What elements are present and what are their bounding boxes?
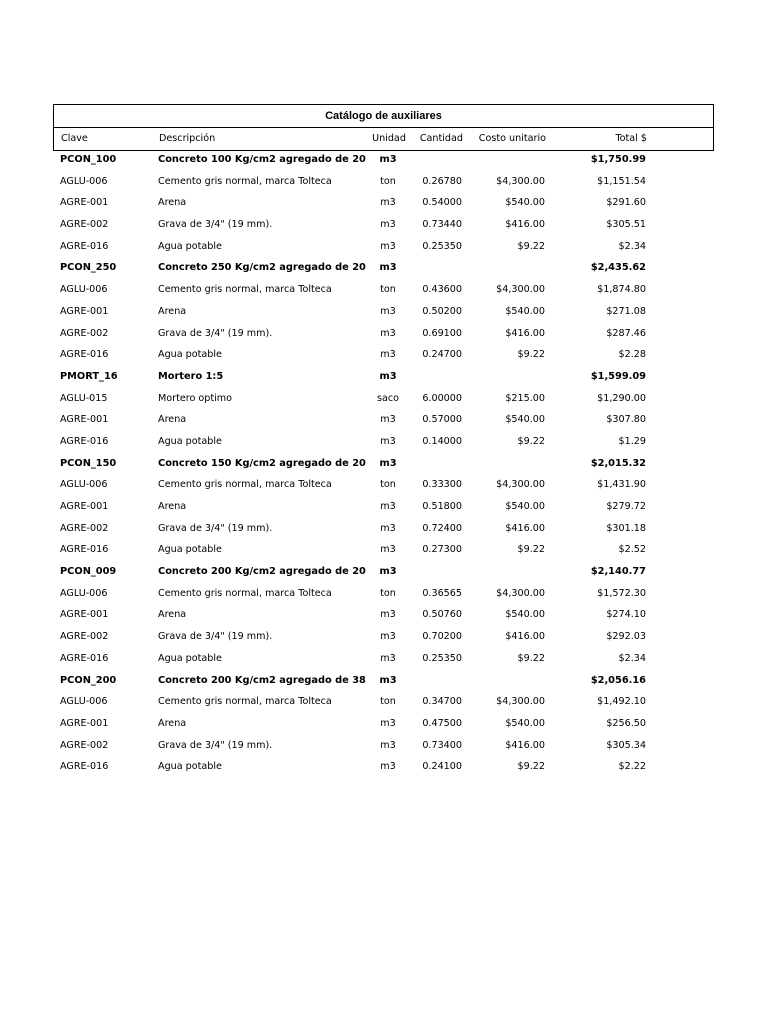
cell-cantidad: 0.57000 [422,414,462,426]
cell-cantidad: 0.25350 [422,652,462,664]
cell-unidad: m3 [380,631,396,643]
cell-cantidad: 0.54000 [422,197,462,209]
cell-costo: $9.22 [517,761,545,773]
cell-clave: AGRE-001 [60,414,109,426]
cell-total: $2.22 [618,761,646,773]
cell-costo: $540.00 [505,414,545,426]
cell-descripcion: Mortero optimo [158,392,233,404]
cell-costo: $9.22 [517,349,545,361]
cell-unidad: ton [380,479,396,491]
cell-clave: PCON_100 [60,154,117,165]
group-row [0,366,768,388]
cell-clave: AGRE-001 [60,717,109,729]
cell-unidad: m3 [380,717,396,729]
cell-costo: $4,300.00 [496,587,545,599]
cell-descripcion: Mortero 1:5 [158,370,224,382]
cell-costo: $4,300.00 [496,479,545,491]
cell-total: $1,431.90 [597,479,646,491]
cell-clave: AGRE-001 [60,305,109,317]
cell-descripcion: Grava de 3/4" (19 mm). [158,739,273,751]
cell-unidad: m3 [379,457,397,469]
cell-costo: $540.00 [505,501,545,512]
group-row [0,149,768,171]
table-row [0,735,768,757]
cell-unidad: m3 [380,240,396,252]
cell-total: $1,492.10 [597,696,646,708]
cell-total: $301.18 [606,522,646,534]
cell-cantidad: 0.51800 [422,501,462,512]
cell-unidad: ton [380,175,396,187]
cell-descripcion: Agua potable [158,349,222,361]
cell-cantidad [410,149,462,171]
cell-costo: $540.00 [505,305,545,317]
cell-clave: AGRE-001 [60,501,109,512]
cell-costo: $540.00 [505,609,545,621]
cell-descripcion: Arena [158,305,187,317]
column-header-costo: Costo unitario [478,133,546,144]
cell-cantidad: 0.14000 [422,435,462,447]
column-header-cantidad: Cantidad [419,133,463,144]
table-row [0,431,768,453]
catalog-header [53,104,714,151]
table-row [0,409,768,431]
table-row [0,236,768,258]
cell-costo: $540.00 [505,717,545,729]
table-row [0,474,768,496]
cell-descripcion: Agua potable [158,652,222,664]
cell-descripcion: Cemento gris normal, marca Tolteca [158,479,332,491]
cell-cantidad: 0.33300 [422,479,462,491]
cell-unidad: m3 [380,739,396,751]
cell-cantidad [410,257,462,279]
table-row [0,192,768,214]
cell-costo: $4,300.00 [496,284,545,296]
cell-descripcion: Concreto 200 Kg/cm2 agregado de 38 [158,674,366,686]
cell-clave: AGRE-016 [60,435,109,447]
column-header-unidad: Unidad [372,133,406,144]
table-row [0,691,768,713]
catalog-title: Catálogo de auxiliares [54,105,713,128]
cell-unidad: m3 [380,652,396,664]
group-row [0,453,768,475]
cell-clave: PMORT_16 [60,370,118,382]
cell-cantidad: 0.24100 [422,761,462,773]
table-row [0,539,768,561]
cell-unidad: m3 [379,154,397,165]
cell-descripcion: Arena [158,717,187,729]
cell-unidad: ton [380,696,396,708]
table-row [0,344,768,366]
cell-unidad: m3 [380,327,396,339]
cell-total: $1,599.09 [590,370,646,382]
cell-unidad: m3 [379,566,397,578]
cell-unidad: m3 [380,544,396,556]
cell-costo: $9.22 [517,652,545,664]
table-row [0,756,768,778]
cell-descripcion: Cemento gris normal, marca Tolteca [158,587,332,599]
cell-clave: AGRE-016 [60,652,109,664]
cell-total: $274.10 [606,609,646,621]
cell-cantidad [410,670,462,692]
cell-total: $2,435.62 [590,262,646,274]
group-row [0,561,768,583]
cell-unidad: saco [376,392,400,404]
cell-total: $1.29 [618,435,646,447]
cell-cantidad [410,561,462,583]
cell-descripcion: Arena [158,609,187,621]
cell-costo: $9.22 [517,435,545,447]
cell-unidad: m3 [379,370,397,382]
cell-total: $279.72 [606,501,646,512]
group-row [0,670,768,692]
cell-descripcion: Agua potable [158,435,222,447]
cell-cantidad: 0.36565 [422,587,462,599]
table-row [0,604,768,626]
cell-costo: $416.00 [505,522,545,534]
cell-descripcion: Concreto 150 Kg/cm2 agregado de 20 [158,457,366,469]
cell-costo: $416.00 [505,631,545,643]
column-header-descripcion: Descripción [159,133,216,144]
table-row [0,388,768,410]
cell-cantidad: 0.50200 [422,305,462,317]
cell-total: $2,056.16 [590,674,646,686]
cell-descripcion: Concreto 100 Kg/cm2 agregado de 20 [158,154,366,165]
cell-total: $1,572.30 [597,587,646,599]
cell-cantidad: 0.26780 [422,175,462,187]
table-row [0,518,768,540]
cell-clave: AGLU-006 [60,696,108,708]
cell-total: $307.80 [606,414,646,426]
cell-cantidad: 0.43600 [422,284,462,296]
cell-total: $1,290.00 [597,392,646,404]
cell-clave: PCON_200 [60,674,117,686]
cell-total: $2.34 [618,240,646,252]
cell-cantidad: 6.00000 [422,392,462,404]
table-row [0,301,768,323]
cell-clave: AGRE-002 [60,522,109,534]
table-row [0,648,768,670]
cell-unidad: m3 [380,219,396,231]
cell-cantidad [410,453,462,475]
cell-descripcion: Agua potable [158,240,222,252]
cell-costo: $215.00 [505,392,545,404]
cell-unidad: m3 [380,522,396,534]
cell-descripcion: Grava de 3/4" (19 mm). [158,219,273,231]
cell-costo [470,453,545,475]
table-row [0,279,768,301]
cell-total: $291.60 [606,197,646,209]
cell-unidad: m3 [379,262,397,274]
cell-costo: $4,300.00 [496,696,545,708]
cell-unidad: m3 [380,435,396,447]
cell-unidad: m3 [380,305,396,317]
cell-cantidad: 0.24700 [422,349,462,361]
cell-cantidad: 0.69100 [422,327,462,339]
cell-unidad: m3 [379,674,397,686]
group-row [0,257,768,279]
table-row [0,626,768,648]
cell-costo: $9.22 [517,240,545,252]
table-row [0,171,768,193]
cell-costo [470,670,545,692]
cell-costo: $540.00 [505,197,545,209]
cell-descripcion: Grava de 3/4" (19 mm). [158,327,273,339]
cell-descripcion: Arena [158,197,187,209]
cell-costo: $416.00 [505,327,545,339]
table-row [0,713,768,735]
cell-descripcion: Grava de 3/4" (19 mm). [158,631,273,643]
cell-total: $287.46 [606,327,646,339]
cell-costo: $4,300.00 [496,175,545,187]
cell-descripcion: Arena [158,414,187,426]
cell-costo: $416.00 [505,219,545,231]
cell-unidad: ton [380,587,396,599]
cell-total: $1,750.99 [590,154,646,165]
column-header-row [54,128,713,151]
table-row [0,214,768,236]
cell-total: $305.51 [606,219,646,231]
cell-clave: AGLU-006 [60,587,108,599]
cell-descripcion: Concreto 200 Kg/cm2 agregado de 20 [158,566,366,578]
cell-total: $305.34 [606,739,646,751]
cell-descripcion: Agua potable [158,544,222,556]
cell-costo [470,366,545,388]
cell-cantidad: 0.25350 [422,240,462,252]
cell-clave: AGRE-016 [60,349,109,361]
cell-total: $292.03 [606,631,646,643]
cell-clave: AGLU-006 [60,284,108,296]
cell-total: $2.34 [618,652,646,664]
cell-cantidad: 0.72400 [422,522,462,534]
cell-clave: AGRE-002 [60,631,109,643]
cell-descripcion: Cemento gris normal, marca Tolteca [158,284,332,296]
cell-clave: AGLU-006 [60,175,108,187]
cell-total: $2,015.32 [590,457,646,469]
table-row [0,496,768,518]
cell-unidad: m3 [380,501,396,512]
cell-descripcion: Agua potable [158,761,222,773]
cell-descripcion: Cemento gris normal, marca Tolteca [158,696,332,708]
cell-costo [470,149,545,171]
cell-unidad: m3 [380,414,396,426]
cell-cantidad: 0.27300 [422,544,462,556]
cell-clave: AGRE-001 [60,609,109,621]
cell-cantidad: 0.34700 [422,696,462,708]
cell-clave: AGLU-006 [60,479,108,491]
cell-costo: $9.22 [517,544,545,556]
cell-clave: PCON_250 [60,262,117,274]
cell-clave: AGRE-016 [60,240,109,252]
cell-descripcion: Arena [158,501,187,512]
cell-clave: AGRE-016 [60,544,109,556]
cell-total: $1,151.54 [597,175,646,187]
cell-total: $2.52 [618,544,646,556]
cell-cantidad: 0.47500 [422,717,462,729]
cell-cantidad: 0.50760 [422,609,462,621]
cell-clave: AGRE-001 [60,197,109,209]
cell-costo [470,561,545,583]
cell-clave: AGRE-002 [60,219,109,231]
cell-cantidad: 0.73400 [422,739,462,751]
cell-descripcion: Concreto 250 Kg/cm2 agregado de 20 [158,262,366,274]
cell-clave: AGLU-015 [60,392,108,404]
column-header-total: Total $ [615,133,647,144]
cell-descripcion: Cemento gris normal, marca Tolteca [158,175,332,187]
cell-total: $2.28 [618,349,646,361]
cell-costo [470,257,545,279]
cell-unidad: m3 [380,197,396,209]
cell-descripcion: Grava de 3/4" (19 mm). [158,522,273,534]
cell-clave: AGRE-002 [60,327,109,339]
cell-clave: AGRE-002 [60,739,109,751]
cell-cantidad: 0.70200 [422,631,462,643]
cell-total: $2,140.77 [590,566,646,578]
cell-cantidad: 0.73440 [422,219,462,231]
table-row [0,583,768,605]
cell-unidad: ton [380,284,396,296]
cell-total: $271.08 [606,305,646,317]
cell-costo: $416.00 [505,739,545,751]
column-header-clave: Clave [61,133,88,144]
cell-clave: PCON_009 [60,566,117,578]
cell-unidad: m3 [380,609,396,621]
cell-unidad: m3 [380,349,396,361]
table-row [0,323,768,345]
cell-clave: PCON_150 [60,457,117,469]
cell-clave: AGRE-016 [60,761,109,773]
cell-total: $1,874.80 [597,284,646,296]
catalog-rows [0,149,768,778]
cell-cantidad [410,366,462,388]
cell-total: $256.50 [606,717,646,729]
cell-unidad: m3 [380,761,396,773]
